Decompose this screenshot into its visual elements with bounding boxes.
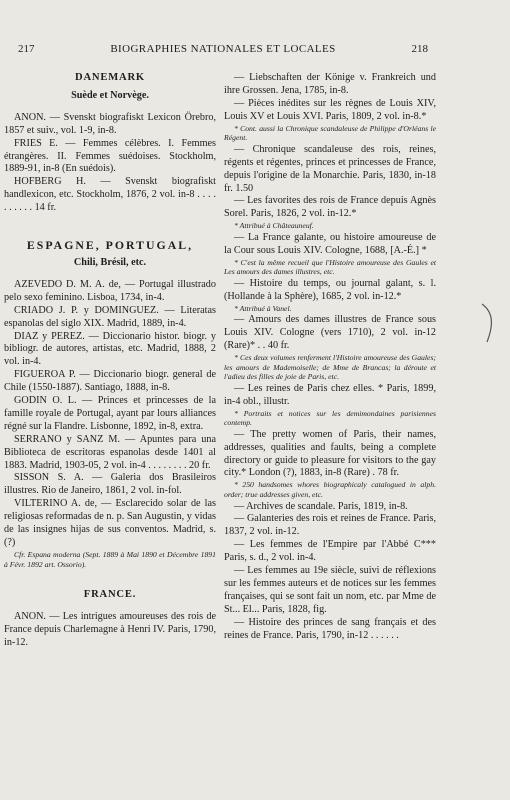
footnote: * 250 handsomes whores biographicaly catalogued in alph. order; true addresses given, etc.	[224, 480, 436, 499]
bibliography-entry: — Amours des dames illustres de France sous Louis XIV. Cologne (vers 1710), 2 vol. in-12 (Rare)* . . 40 fr.	[224, 314, 436, 352]
section-subtitle-espagne: Chili, Brésil, etc.	[73, 256, 147, 268]
bibliography-entry: — Liebschaften der Könige v. Frankreich und ihre Grossen. Jena, 1785, in-8.	[224, 72, 436, 96]
running-head: BIOGRAPHIES NATIONALES ET LOCALES	[110, 43, 336, 55]
margin-pencil-mark	[478, 300, 500, 346]
bibliography-entry: — Pièces inédites sur les règnes de Louis XIV, Louis XV et Louis XVI. Paris, 1809, 2 vol. in-8.*	[224, 97, 436, 122]
page-number-left: 217	[18, 43, 35, 55]
right-column	[224, 72, 436, 643]
bibliography-entry: VILTERINO A. de, — Esclarecido solar de las religiosas reformadas de n. p. San Augustin, y vidas de las insignes hijas de sus conventos. Madrid, s. (?)	[4, 498, 216, 548]
footnote: * Portraits et notices sur les demimondaines parisiennes contemp.	[224, 408, 436, 428]
bibliography-entry: — Archives de scandale. Paris, 1819, in-8.	[234, 500, 408, 512]
bibliography-entry: — Les femmes au 19e siècle, suivi de réflexions sur les femmes auteurs et de notices sur les femmes françaises, qui se sont fait un nom, etc. par Mme de St... El... Paris, 1828, fig.	[224, 565, 436, 615]
bibliography-entry: — Galanteries des rois et reines de France. Paris, 1837, 2 vol. in-12.	[224, 513, 436, 538]
bibliography-entry: CRIADO J. P. y DOMINGUEZ. — Literatas espanolas del siglo XIX. Madrid, 1889, in-4.	[4, 304, 216, 329]
footnote: * Ces deux volumes renferment l'Histoire amoureuse des Gaules; les amours de Mademoiselle; de Mme de Brancas; la déroute et l'adieu des filles de joie de Paris, etc.	[224, 352, 436, 382]
bibliography-entry: — Histoire du temps, ou journal galant, s. l. (Hollande à la Sphère), 1685, 2 vol. in-12.*	[224, 277, 436, 302]
footnote: * C'est la même recueil que l'Histoire amoureuse des Gaules et Les amours des dames illustres, etc.	[224, 257, 436, 277]
section-subtitle-danemark: Suède et Norvège.	[71, 89, 149, 101]
bibliography-entry: — The pretty women of Paris, their names, addresses, qualities and faults, being a complete directory or guide to pleasure for visitors to the gay city.* London (?), 1883, in-8 (Rare) . 78 fr.	[224, 428, 436, 479]
bibliography-entry: HOFBERG H. — Svenskt biografiskt handlexicon, etc. Stockholm, 1876, 2 vol. in-8 . . . . . . . . . . 14 fr.	[4, 176, 216, 214]
left-column	[4, 72, 216, 650]
section-title-espagne: ESPAGNE, PORTUGAL,	[26, 238, 194, 253]
bibliography-entry: DIAZ y PEREZ. — Diccionario histor. biogr. y bibliogr. de autores, artistas, etc. Madrid, 1888, 2 vol. in-4.	[4, 330, 216, 368]
page-number-right: 218	[411, 43, 428, 55]
bibliography-entry: FRIES E. — Femmes célèbres. I. Femmes étrangères. II. Femmes suédoises. Stockholm, 1889-91, in-8 (En suédois).	[4, 137, 216, 175]
section-title-france: FRANCE.	[83, 589, 137, 601]
bibliography-entry: FIGUEROA P. — Diccionario biogr. general de Chile (1550-1887). Santiago, 1888, in-8.	[4, 369, 216, 394]
footnote: * Attribué à Châteauneuf.	[234, 221, 314, 231]
bibliography-entry: ANON. — Svenskt biografiskt Lexicon Örebro, 1857 et suiv., vol. 1-9, in-8.	[4, 111, 216, 136]
bibliography-entry: SISSON S. A. — Galeria dos Brasileiros illustres. Rio de Janeiro, 1861, 2 vol. in-fol.	[4, 472, 216, 497]
bibliography-entry: — Histoire des princes de sang français et des reines de France. Paris, 1790, in-12 . . . . . .	[224, 616, 436, 641]
page-header	[18, 42, 428, 56]
footnote: * Cont. aussi la Chronique scandaleuse de Philippe d'Orléans le Régent.	[224, 123, 436, 143]
footnote: Cfr. Espana moderna (Sept. 1889 à Mai 1890 et Décembre 1891 à Févr. 1892 art. Ossorio).	[4, 549, 216, 569]
bibliography-entry: GODIN O. L. — Princes et princesses de la famille royale de Portugal, ayant par lours alliances régné sur la Flandre. Lisbonne, 1892, in-8, extra.	[4, 395, 216, 432]
bibliography-entry: — Les reines de Paris chez elles. * Paris, 1899, in-4 obl., illustr.	[224, 382, 436, 407]
bibliography-entry: — La France galante, ou histoire amoureuse de la Cour sous Louis XIV. Cologne, 1688, [A.-É.] *	[224, 231, 436, 256]
footnote: * Attribué à Vanel.	[234, 303, 292, 313]
bibliography-entry: — Chronique scandaleuse des rois, reines, régents et régentes, princes et princesses de France, depuis l'origine de la Monarchie. Paris, 1830, in-18 fr. 1.50	[224, 143, 436, 194]
bibliography-entry: SERRANO y SANZ M. — Apuntes para una Biblioteca de escritoras espanolas desde 1401 al 1883. Madrid, 1903-05, 2 vol. in-4 . . . . . . . . 20 fr.	[4, 433, 216, 471]
bibliography-entry: — Les femmes de l'Empire par l'Abbé C*** Paris, s. d., 2 vol. in-4.	[224, 539, 436, 564]
bibliography-entry: ANON. — Les intrigues amoureuses des rois de France depuis Charlemagne à Henri IV. Paris, 1790, in-12.	[4, 611, 216, 648]
bibliography-entry: — Les favorites des rois de France depuis Agnès Sorel. Paris, 1826, 2 vol. in-12.*	[224, 195, 436, 220]
section-title-danemark: DANEMARK	[75, 72, 145, 83]
bibliography-entry: AZEVEDO D. M. A. de, — Portugal illustrado pelo sexo feminino. Lisboa, 1734, in-4.	[4, 278, 216, 303]
